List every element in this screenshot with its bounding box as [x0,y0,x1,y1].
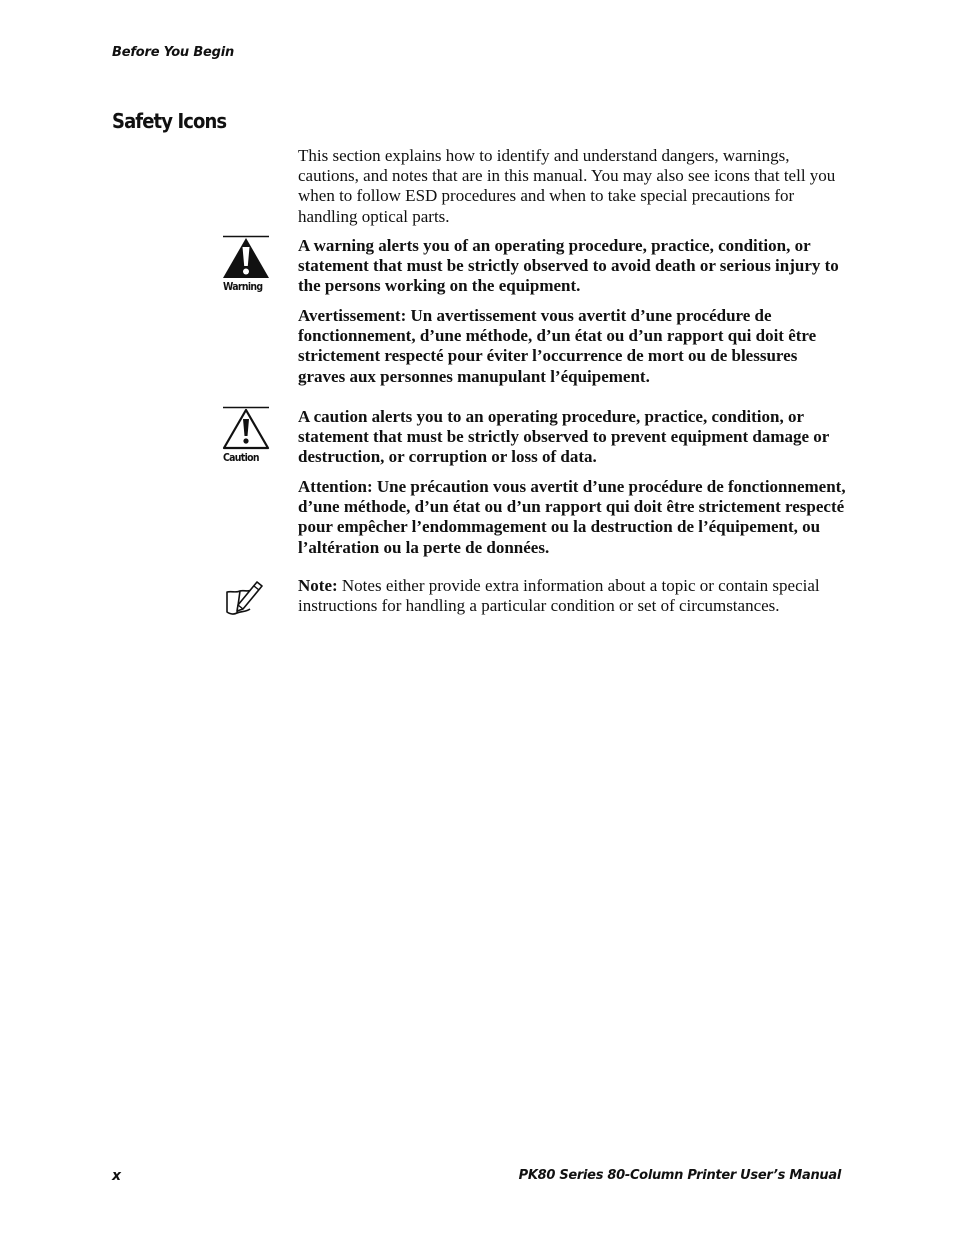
note-label: Note: [298,576,338,595]
caution-text-en: A caution alerts you to an operating procedure, practice, condition, or statement that must be strictly observed to prevent equipment damage or destruction, or corruption or loss of data. [298,407,830,467]
warning-text-fr: Avertissement: Un avertissement vous avertit d’une procédure de fonctionnement, d’une méthode, d’un état ou d’un rapport qui doit être strictement respecté pour éviter l’occurrence de mort ou de blessures graves aux personnes manupulant l’équipement. [298,306,817,386]
note-paragraph [298,576,846,616]
manual-title: PK80 Series 80-Column Printer User’s Manual [518,1168,841,1183]
warning-block-icon [221,235,273,293]
note-text: Notes either provide extra information about a topic or contain special instructions for handling a particular condition or set of circumstances. [298,576,820,616]
caution-icon-caption: Caution [223,451,259,464]
caution-triangle-icon [221,406,271,450]
caution-text-fr: Attention: Une précaution vous avertit d’une procédure de fonctionnement, d’une méthode, d’un état ou d’un rapport qui doit être strictement respecté pour empêcher l’endommagement ou la destruction de l’équipement, ou l’altération ou la perte de données. [298,477,846,557]
note-block-icon [224,578,276,618]
intro-paragraph: This section explains how to identify and understand dangers, warnings, cautions, and notes that are in this manual. You may also see icons that tell you when to follow ESD procedures and when to take special precautions for handling optical parts. [298,146,836,226]
warning-text-en: A warning alerts you of an operating procedure, practice, condition, or statement that must be strictly observed to avoid death or serious injury to the persons working on the equipment. [298,236,839,296]
page-number: x [112,1168,122,1184]
warning-triangle-icon [221,235,271,279]
note-pencil-icon [224,578,266,618]
warning-icon-caption: Warning [223,280,263,293]
caution-block-icon [221,406,273,464]
running-head: Before You Begin [112,45,235,60]
section-title: Safety Icons [112,109,227,133]
